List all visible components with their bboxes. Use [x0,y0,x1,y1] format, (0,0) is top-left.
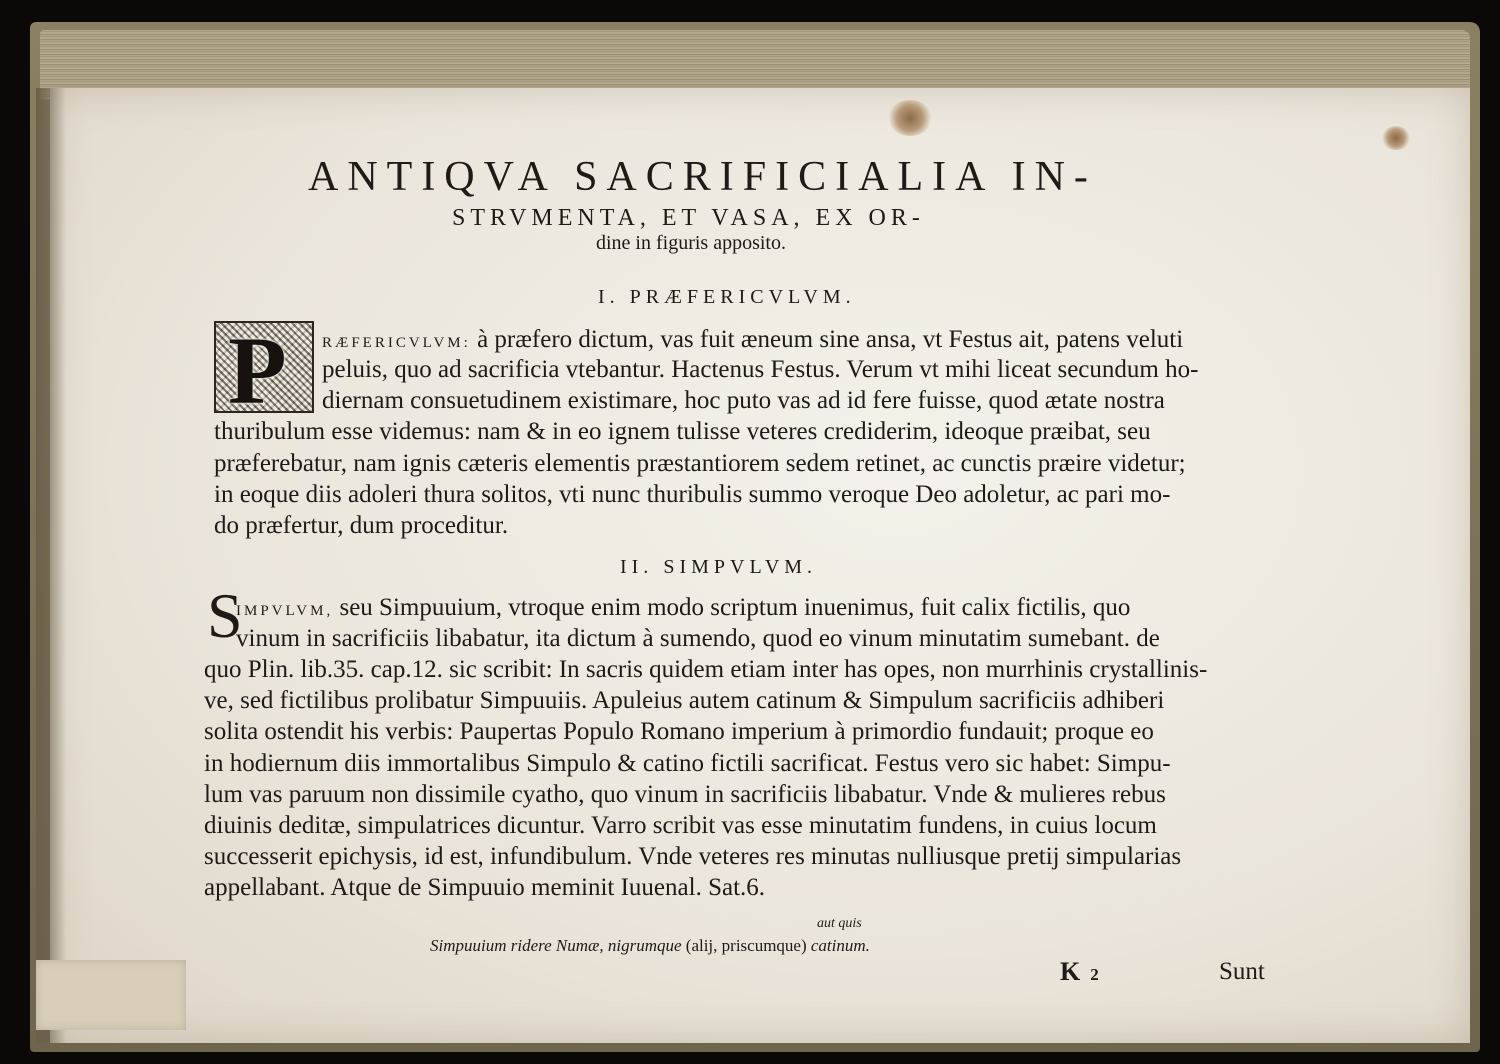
text-line: solita ostendit his verbis: Paupertas Populo Romano imperium à primordio fundauit; proque eo [204,718,1154,745]
title-line-1: ANTIQVA SACRIFICIALIA IN- [308,154,1097,200]
text-line: ve, sed fictilibus prolibatur Simpuuiis. Apuleius autem catinum & Simpulum sacrificiis adhiberi [204,687,1165,714]
text-line: in eoque diis adoleri thura solitos, vti nunc thuribulis summo veroque Deo adoletur, ac pari mo- [214,481,1171,508]
title-line-3: dine in figuris apposito. [596,232,786,254]
text-line: lum vas paruum non dissimile cyatho, quo vinum in sacrificiis libabatur. Vnde & mulieres rebus [204,781,1166,808]
stain-spot [888,100,932,136]
section-heading-2: II. SIMPVLVM. [620,556,818,578]
lead-word: RÆFERICVLVM: [322,335,471,351]
text-line: vinum in sacrificiis libabatur, ita dictum à sumendo, quod eo vinum minutatim sumebant. de [236,625,1160,652]
text-line: præferebatur, nam ignis cæteris elementis præstantiorem sedem retinet, ac cunctis præire videtur; [214,450,1186,477]
catchword: Sunt [1219,958,1265,985]
title-line-2: STRVMENTA, ET VASA, EX OR- [452,205,925,231]
signature-number: 2 [1090,965,1099,984]
text-line [322,326,1183,354]
signature-letter: K [1060,957,1081,986]
stain-spot [1382,126,1410,150]
quote-roman-part: (alij, priscumque) [681,936,811,955]
ornamental-initial-p [214,317,314,424]
text-line: successerit epichysis, id est, infundibulum. Vnde veteres res minutas nulliusque pretij simpularias [204,843,1182,870]
quote-italic-part: Simpuuium ridere Numæ, nigrumque [430,936,682,955]
initial-letter-p: P [228,317,287,424]
lead-word: IMPVLVM, [236,603,334,619]
text-line: in hodiernum diis immortalibus Simpulo & catino fictili sacrificat. Festus vero sic habet: Simpu- [204,750,1171,777]
text-line: peluis, quo ad sacrificia vtebantur. Hactenus Festus. Verum vt mihi liceat secundum ho- [322,356,1199,383]
initial-letter-s: S [207,580,243,651]
quote-interlinear-note: aut quis [817,916,862,931]
quote-italic-end: catinum. [810,936,870,955]
gutter-shadow [36,88,66,1043]
signature-mark [1060,957,1099,987]
text-line: diernam consuetudinem existimare, hoc puto vas ad id fere fuisse, quod ætate nostra [322,387,1165,414]
text-line: appellabant. Atque de Simpuuio meminit Iuuenal. Sat.6. [204,874,766,901]
verse-quotation [430,936,870,956]
section-heading-1: I. PRÆFERICVLVM. [598,286,856,308]
text-fragment: seu Simpuuium, vtroque enim modo scriptum inuenimus, fuit calix fictilis, quo [333,594,1131,621]
text-line: do præfertur, dum proceditur. [214,512,509,539]
text-line: quo Plin. lib.35. cap.12. sic scribit: In sacris quidem etiam inter has opes, non murrhinis crystallinis- [204,656,1208,683]
paper-patch [36,960,186,1030]
text-line: thuribulum esse videmus: nam & in eo ignem tulisse veteres crediderim, ideoque præibat, seu [214,418,1151,445]
text-fragment: à præfero dictum, vas fuit æneum sine ansa, vt Festus ait, patens veluti [470,326,1184,353]
text-line [236,594,1130,622]
text-line: diuinis deditæ, simpulatrices dicuntur. Varro scribit vas esse minutatim fundens, in cuius locum [204,812,1157,839]
